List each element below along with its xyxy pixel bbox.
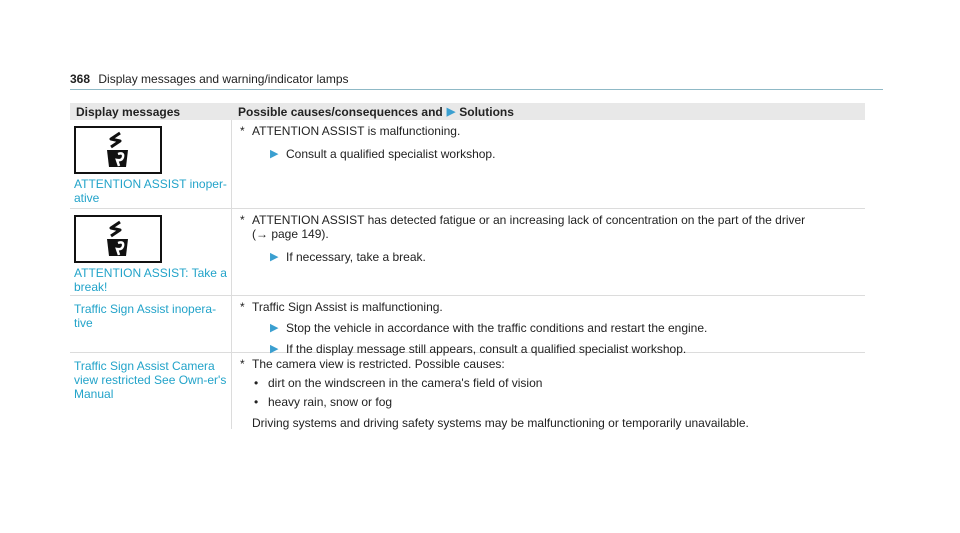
row-cause: ATTENTION ASSIST is malfunctioning. [252,124,461,138]
row-cause-cell: * ATTENTION ASSIST has detected fatigue or an increasing lack of concentration on the part of the driver (→ page 149). ▶ If necessary, take a break. [232,209,865,295]
row-cause: The camera view is restricted. Possible causes: [252,357,505,371]
table-row [70,209,865,296]
row-cause-cell: * Traffic Sign Assist is malfunctioning. ▶ Stop the vehicle in accordance with the traffic conditions and restart the engine. ▶ If the display message still appears, consult a qualified specialist workshop. [240,300,708,356]
header-rule [70,89,883,90]
page-header [70,72,349,86]
display-messages-table [70,103,865,429]
row-step: If necessary, take a break. [286,250,426,264]
table-header [70,103,865,120]
row-step: If the display message still appears, consult a qualified specialist workshop. [286,342,687,356]
row-step: Consult a qualified specialist workshop. [286,147,496,161]
col-header-causes-prefix: Possible causes/consequences and [238,104,443,119]
play-arrow-icon: ▶ [270,148,279,160]
row-cause-ref: (→ page 149). [252,227,329,241]
row-message-cell [70,353,232,429]
row-step: Stop the vehicle in accordance with the traffic conditions and restart the engine. [286,321,708,335]
play-arrow-icon: ▶ [270,251,279,263]
row-bullet: dirt on the windscreen in the camera's field of vision [268,376,543,390]
row-cause-cell: * The camera view is restricted. Possible causes: • dirt on the windscreen in the camera's field of vision • heavy rain, snow or fog Driving systems and driving safety systems may be malfunctioning or temporarily unavailable. [232,353,865,429]
row-message-cell [70,209,232,295]
row-message: ATTENTION ASSIST: Take a break! [74,266,227,294]
col-header-causes-suffix: Solutions [459,104,514,119]
table-row [70,120,865,209]
play-arrow-icon: ▶ [270,343,279,355]
page-title: Display messages and warning/indicator lamps [98,72,349,86]
play-arrow-icon: ▶ [270,322,279,334]
row-cause-cell: * ATTENTION ASSIST is malfunctioning. ▶ Consult a qualified specialist workshop. [240,124,496,161]
col-header-display-messages: Display messages [76,104,181,119]
row-message-cell [70,296,232,352]
row-message: Traffic Sign Assist Camera view restricted See Own-er's Manual [74,359,227,401]
row-cause: ATTENTION ASSIST has detected fatigue or an increasing lack of concentration on the part of the driver [252,213,806,227]
row-cause: Traffic Sign Assist is malfunctioning. [252,300,443,314]
coffee-cup-icon [74,126,162,174]
row-bullet: heavy rain, snow or fog [268,395,393,409]
coffee-cup-icon [74,215,162,263]
col-header-causes [232,105,514,119]
play-arrow-icon: ▶ [446,106,456,118]
row-message: Traffic Sign Assist inopera-tive [74,302,217,330]
row-message: ATTENTION ASSIST inoper-ative [74,177,227,205]
table-row [70,296,865,356]
row-message-cell [70,120,232,208]
row-note: Driving systems and driving safety systems may be malfunctioning or temporarily unavailable. [252,416,749,430]
table-row [70,353,865,429]
page-number: 368 [70,72,91,86]
